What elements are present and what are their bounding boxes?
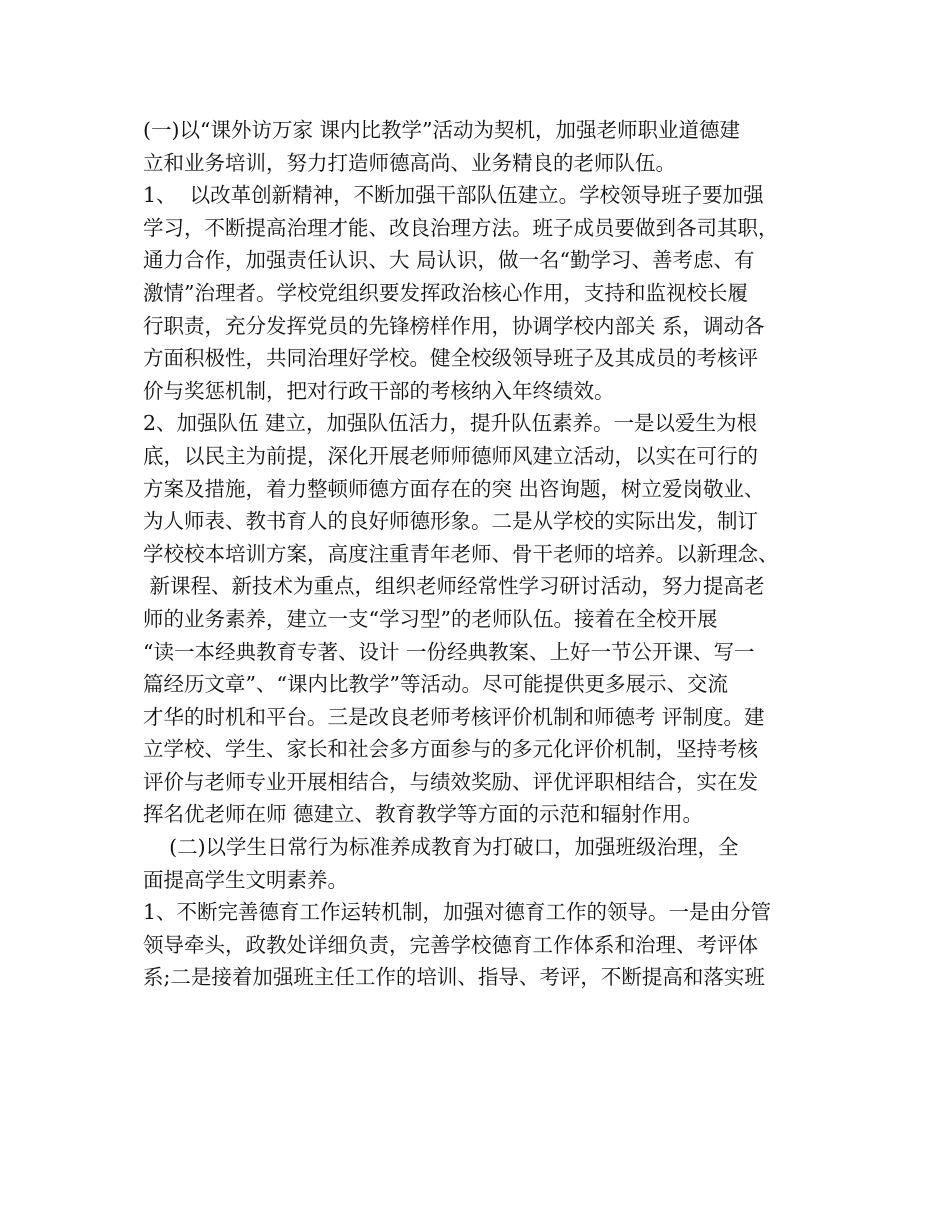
text-line: (二)以学生日常行为标准养成教育为打破口，加强班级治理，全: [143, 835, 739, 860]
text-line: 通力合作，加强责任认识、大 局认识，做一名“勤学习、善考虑、有: [143, 248, 755, 273]
text-line: 新课程、新技术为重点，组织老师经常性学习研讨活动，努力提高老: [143, 574, 765, 599]
text-line: 激情”治理者。学校党组织要发挥政治核心作用，支持和监视校长履: [143, 280, 748, 305]
document-body-text: [143, 114, 823, 994]
text-line: 篇经历文章”、“课内比教学”等活动。尽可能提供更多展示、交流: [143, 672, 728, 697]
text-line: 师的业务素养，建立一支“学习型”的老师队伍。接着在全校开展: [143, 606, 718, 631]
text-line: 才华的时机和平台。三是改良老师考核评价机制和师德考 评制度。建: [143, 704, 765, 729]
text-line: 1、不断完善德育工作运转机制，加强对德育工作的领导。一是由分管: [143, 900, 772, 925]
text-line: 价与奖惩机制，把对行政干部的考核纳入年终绩效。: [143, 378, 615, 403]
text-line: 底，以民主为前提，深化开展老师师德师风建立活动，以实在可行的: [143, 443, 758, 468]
text-line: 为人师表、教书育人的良好师德形象。二是从学校的实际出发，制订: [143, 509, 758, 534]
text-line: 立学校、学生、家长和社会多方面参与的多元化评价机制，坚持考核: [143, 737, 758, 762]
text-line: 2、加强队伍 建立，加强队伍活力，提升队伍素养。一是以爱生为根: [143, 411, 758, 436]
text-line: 行职责，充分发挥党员的先锋榜样作用，协调学校内部关 系，调动各: [143, 313, 765, 338]
text-line: (一)以“课外访万家 课内比教学”活动为契机，加强老师职业道德建: [143, 118, 740, 142]
text-line: 立和业务培训，努力打造师德高尚、业务精良的老师队伍。: [143, 150, 676, 175]
text-line: 方面积极性，共同治理好学校。健全校级领导班子及其成员的考核评: [143, 346, 758, 371]
text-line: 1、 以改革创新精神，不断加强干部队伍建立。学校领导班子要加强: [143, 183, 764, 208]
text-line: 面提高学生文明素养。: [143, 867, 348, 892]
text-line: 领导牵头，政教处详细负责，完善学校德育工作体系和治理、考评体: [143, 932, 758, 957]
text-line: “读一本经典教育专著、设计 一份经典教案、上好一节公开课、写一: [143, 639, 755, 664]
text-line: 评价与老师专业开展相结合，与绩效奖励、评优评职相结合，实在发: [143, 769, 758, 794]
text-line: 学习，不断提高治理才能、改良治理方法。班子成员要做到各司其职，: [143, 215, 779, 240]
text-line: 系;二是接着加强班主任工作的培训、指导、考评，不断提高和落实班: [143, 965, 765, 990]
text-line: 学校校本培训方案，高度注重青年老师、骨干老师的培养。以新理念、: [143, 541, 779, 566]
text-line: 挥名优老师在师 德建立、教育教学等方面的示范和辐射作用。: [143, 802, 704, 827]
text-line: 方案及措施，着力整顿师德方面存在的突 出咨询题，树立爱岗敬业、: [143, 476, 765, 501]
